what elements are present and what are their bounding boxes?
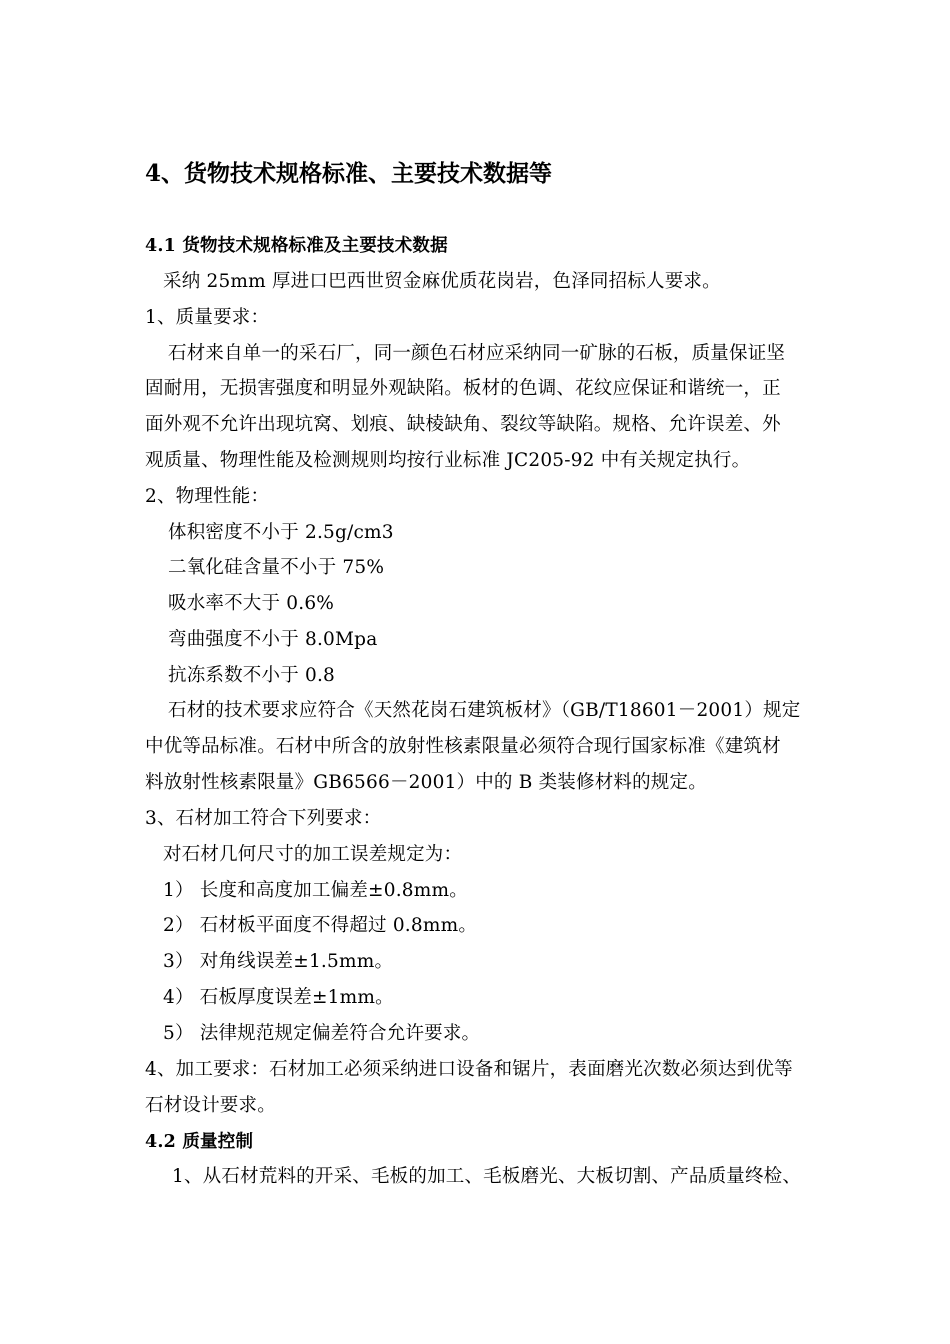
standard-text-line: 中优等品标准。石材中所含的放射性核素限量必须符合现行国家标准《建筑材: [145, 736, 781, 757]
quality-text-line: 固耐用，无损害强度和明显外观缺陷。板材的色调、花纹应保证和谐统一，正: [145, 378, 781, 399]
machining-text-line: 石材设计要求。: [145, 1095, 276, 1116]
processing-item: 3） 对角线误差±1.5mm。: [163, 951, 394, 972]
page-title: 4、货物技术规格标准、主要技术数据等: [145, 160, 553, 187]
machining-text-line: 4、加工要求：石材加工必须采纳进口设备和锯片，表面磨光次数必须达到优等: [145, 1059, 793, 1080]
quality-text-line: 面外观不允许出现坑窝、划痕、缺棱缺角、裂纹等缺陷。规格、允许误差、外: [145, 414, 781, 435]
physical-item: 弯曲强度不小于 8.0Mpa: [168, 629, 378, 650]
physical-item: 体积密度不小于 2.5g/cm3: [168, 522, 394, 543]
processing-item: 5） 法律规范规定偏差符合允许要求。: [163, 1023, 481, 1044]
physical-item: 抗冻系数不小于 0.8: [168, 665, 336, 686]
processing-title: 3、石材加工符合下列要求：: [145, 808, 382, 829]
physical-item: 二氧化硅含量不小于 75%: [168, 557, 385, 578]
quality-control-line: 1、从石材荒料的开采、毛板的加工、毛板磨光、大板切割、产品质量终检、: [172, 1166, 802, 1187]
section-heading-4-2: 4.2 质量控制: [145, 1132, 254, 1152]
paragraph-intro: 采纳 25mm 厚进口巴西世贸金麻优质花岗岩，色泽同招标人要求。: [163, 271, 721, 292]
standard-text-line: 料放射性核素限量》GB6566－2001）中的 B 类装修材料的规定。: [145, 772, 707, 793]
section-heading-4-1: 4.1 货物技术规格标准及主要技术数据: [145, 236, 448, 256]
processing-intro: 对石材几何尺寸的加工误差规定为：: [163, 844, 463, 865]
quality-text-line: 石材来自单一的采石厂，同一颜色石材应采纳同一矿脉的石板，质量保证坚: [168, 343, 786, 364]
physical-title: 2、物理性能：: [145, 486, 270, 507]
processing-item: 2） 石材板平面度不得超过 0.8mm。: [163, 915, 478, 936]
quality-title: 1、质量要求：: [145, 307, 270, 328]
processing-item: 1） 长度和高度加工偏差±0.8mm。: [163, 880, 468, 901]
processing-item: 4） 石板厚度误差±1mm。: [163, 987, 394, 1008]
quality-text-line: 观质量、物理性能及检测规则均按行业标准 JC205-92 中有关规定执行。: [145, 450, 751, 471]
standard-text-line: 石材的技术要求应符合《天然花岗石建筑板材》（GB/T18601－2001）规定: [168, 700, 801, 721]
physical-item: 吸水率不大于 0.6%: [168, 593, 335, 614]
